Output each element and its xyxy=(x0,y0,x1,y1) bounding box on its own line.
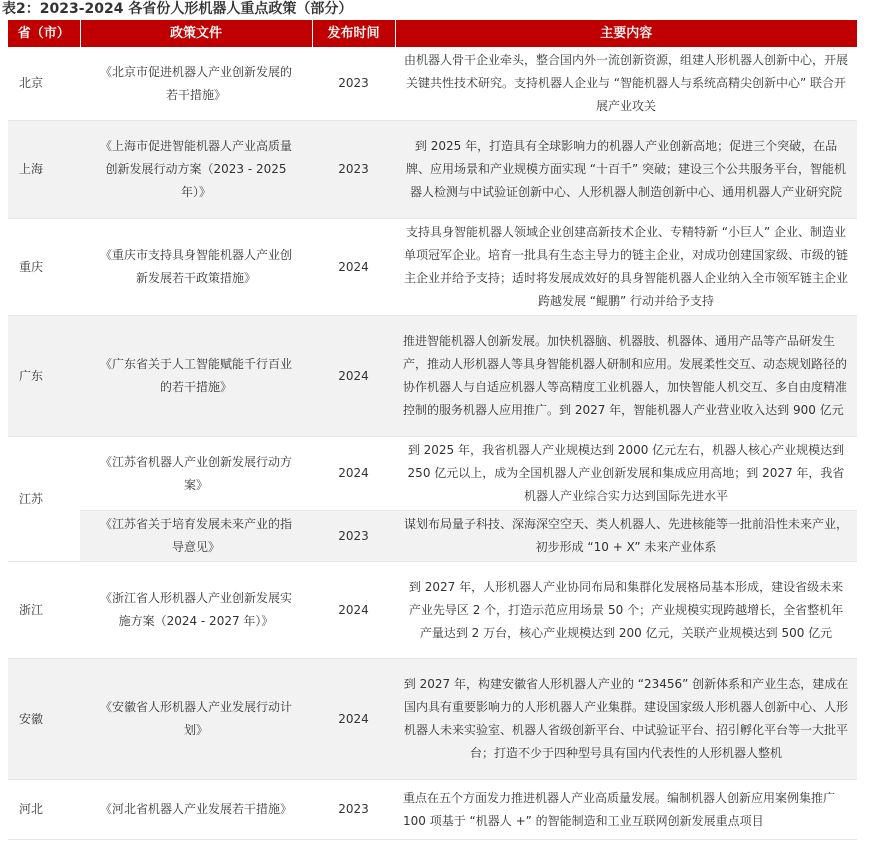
year-cell: 2023 xyxy=(312,780,395,840)
content-cell: 到 2027 年，构建安徽省人形机器人产业的 “23456” 创新体系和产业生态，建成在国内具有重要影响力的人形机器人产业集群。建设国家级人形机器人创新中心、人形机器人未来实验室、机器人省级创新平台、中试验证平台、招引孵化平台等一大批平台；打造不少于四种型号具有国内代表性的人形机器人整机 xyxy=(395,659,857,780)
province-cell: 北京 xyxy=(8,47,80,121)
document-cell: 《安徽省人形机器人产业发展行动计划》 xyxy=(80,659,312,780)
table-row xyxy=(8,659,857,780)
year-cell: 2023 xyxy=(312,511,395,562)
year-cell: 2024 xyxy=(312,562,395,659)
document-cell: 《河北省机器人产业发展若干措施》 xyxy=(80,780,312,840)
table-row xyxy=(8,437,857,511)
table-row xyxy=(8,219,857,316)
document-cell: 《北京市促进机器人产业创新发展的若干措施》 xyxy=(80,47,312,121)
document-cell: 《江苏省机器人产业创新发展行动方案》 xyxy=(80,437,312,511)
year-cell: 2023 xyxy=(312,121,395,219)
year-cell: 2024 xyxy=(312,659,395,780)
province-cell: 浙江 xyxy=(8,562,80,659)
content-cell: 推进智能机器人创新发展。加快机器脑、机器肢、机器体、通用产品等产品研发生产，推动人形机器人等具身智能机器人研制和应用。发展柔性交互、动态规划路径的协作机器人与自适应机器人等高精度工业机器人，加快智能人机交互、多自由度精准控制的服务机器人应用推广。到 2027 年，智能机器人产业营业收入达到 900 亿元 xyxy=(395,316,857,437)
table-row xyxy=(8,121,857,219)
header-document: 政策文件 xyxy=(80,20,312,47)
year-cell: 2024 xyxy=(312,437,395,511)
header-province: 省（市） xyxy=(8,20,80,47)
province-cell: 广东 xyxy=(8,316,80,437)
content-cell: 到 2025 年，打造具有全球影响力的机器人产业创新高地；促进三个突破，在品牌、应用场景和产业规模方面实现 “十百千” 突破；建设三个公共服务平台，智能机器人检测与中试验证创新中心、人形机器人制造创新中心、通用机器人产业研究院 xyxy=(395,121,857,219)
document-cell: 《江苏省关于培育发展未来产业的指导意见》 xyxy=(80,511,312,562)
province-cell: 河北 xyxy=(8,780,80,840)
document-cell: 《广东省关于人工智能赋能千行百业的若干措施》 xyxy=(80,316,312,437)
content-cell: 由机器人骨干企业牵头，整合国内外一流创新资源，组建人形机器人创新中心，开展关键共性技术研究。支持机器人企业与 “智能机器人与系统高精尖创新中心” 联合开展产业攻关 xyxy=(395,47,857,121)
province-cell: 江苏 xyxy=(8,437,80,562)
content-cell: 到 2025 年，我省机器人产业规模达到 2000 亿元左右，机器人核心产业规模达到 250 亿元以上，成为全国机器人产业创新发展和集成应用高地；到 2027 年，我省机器人产业综合实力达到国际先进水平 xyxy=(395,437,857,511)
table-row xyxy=(8,316,857,437)
province-cell: 重庆 xyxy=(8,219,80,316)
table-row xyxy=(8,780,857,840)
table-row xyxy=(8,511,857,562)
content-cell: 重点在五个方面发力推进机器人产业高质量发展。编制机器人创新应用案例集推广 100 项基于 “机器人 +” 的智能制造和工业互联网创新发展重点项目 xyxy=(395,780,857,840)
policy-table xyxy=(8,20,857,840)
table-row xyxy=(8,562,857,659)
content-cell: 到 2027 年，人形机器人产业协同布局和集群化发展格局基本形成，建设省级未来产业先导区 2 个，打造示范应用场景 50 个；产业规模实现跨越增长，全省整机年产量达到 2 万台，核心产业规模达到 200 亿元，关联产业规模达到 500 亿元 xyxy=(395,562,857,659)
content-cell: 谋划布局量子科技、深海深空空天、类人机器人、先进核能等一批前沿性未来产业，初步形成 “10 + X” 未来产业体系 xyxy=(395,511,857,562)
header-content: 主要内容 xyxy=(395,20,857,47)
year-cell: 2024 xyxy=(312,316,395,437)
document-cell: 《重庆市支持具身智能机器人产业创新发展若干政策措施》 xyxy=(80,219,312,316)
year-cell: 2024 xyxy=(312,219,395,316)
table-row xyxy=(8,47,857,121)
document-cell: 《上海市促进智能机器人产业高质量创新发展行动方案（2023 - 2025 年）》 xyxy=(80,121,312,219)
content-cell: 支持具身智能机器人领域企业创建高新技术企业、专精特新 “小巨人” 企业、制造业单项冠军企业。培育一批具有生态主导力的链主企业，对成功创建国家级、市级的链主企业并给予支持；适时将发展成效好的具身智能机器人企业纳入全市领军链主企业跨越发展 “鲲鹏” 行动并给予支持 xyxy=(395,219,857,316)
document-cell: 《浙江省人形机器人产业创新发展实施方案（2024 - 2027 年）》 xyxy=(80,562,312,659)
year-cell: 2023 xyxy=(312,47,395,121)
province-cell: 上海 xyxy=(8,121,80,219)
table-header-row xyxy=(8,20,857,47)
province-cell: 安徽 xyxy=(8,659,80,780)
header-year: 发布时间 xyxy=(312,20,395,47)
table-caption: 表2：2023-2024 各省份人形机器人重点政策（部分） xyxy=(2,1,353,17)
